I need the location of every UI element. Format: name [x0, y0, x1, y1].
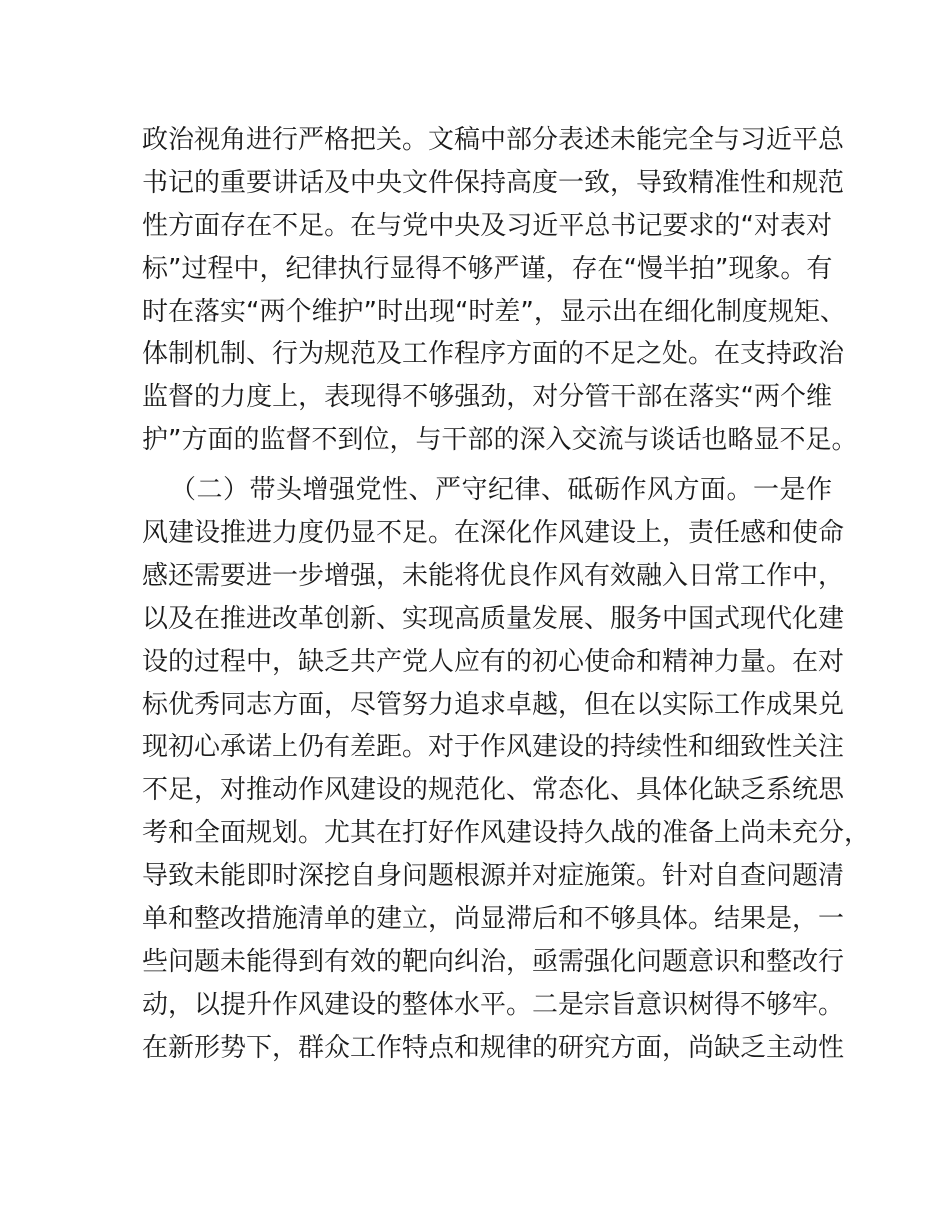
text-line: 导致未能即时深挖自身问题根源并对症施策。针对自查问题清 — [142, 861, 845, 892]
text-line: 设的过程中，缺乏共产党人应有的初心使命和精神力量。在对 — [142, 646, 845, 677]
text-line: 单和整改措施清单的建立，尚显滞后和不够具体。结果是，一 — [142, 904, 845, 935]
text-line: 监督的力度上，表现得不够强劲，对分管干部在落实“两个维 — [142, 382, 832, 413]
text-line: （二）带头增强党性、严守纪律、砥砺作风方面。一是作 — [170, 475, 832, 506]
text-line: 时在落实“两个维护”时出现“时差”，显示出在细化制度规矩、 — [142, 296, 846, 327]
text-line: 以及在推进改革创新、实现高质量发展、服务中国式现代化建 — [142, 603, 845, 634]
paragraph-2 — [142, 469, 871, 1069]
text-line: 感还需要进一步增强，未能将优良作风有效融入日常工作中， — [142, 560, 845, 591]
text-line: 在新形势下，群众工作特点和规律的研究方面，尚缺乏主动性 — [142, 1032, 845, 1063]
text-line: 不足，对推动作风建设的规范化、常态化、具体化缺乏系统思 — [142, 775, 845, 806]
text-line: 现初心承诺上仍有差距。对于作风建设的持续性和细致性关注 — [142, 732, 845, 763]
text-line: 体制机制、行为规范及工作程序方面的不足之处。在支持政治 — [142, 339, 845, 370]
text-line: 护”方面的监督不到位，与干部的深入交流与谈话也略显不足。 — [142, 425, 858, 456]
text-line: 些问题未能得到有效的靶向纠治，亟需强化问题意识和整改行 — [142, 946, 845, 977]
text-line: 风建设推进力度仍显不足。在深化作风建设上，责任感和使命 — [142, 518, 845, 549]
document-page — [142, 119, 871, 1070]
text-line: 标优秀同志方面，尽管努力追求卓越，但在以实际工作成果兑 — [142, 689, 845, 720]
text-line: 性方面存在不足。在与党中央及习近平总书记要求的“对表对 — [142, 210, 832, 241]
paragraph-1 — [142, 119, 858, 462]
text-line: 书记的重要讲话及中央文件保持高度一致，导致精准性和规范 — [142, 167, 845, 198]
text-line: 政治视角进行严格把关。文稿中部分表述未能完全与习近平总 — [142, 125, 845, 155]
text-line: 动，以提升作风建设的整体水平。二是宗旨意识树得不够牢。 — [142, 989, 845, 1020]
text-line: 考和全面规划。尤其在打好作风建设持久战的准备上尚未充分， — [142, 818, 871, 849]
text-line: 标”过程中，纪律执行显得不够严谨，存在“慢半拍”现象。有 — [142, 253, 833, 284]
